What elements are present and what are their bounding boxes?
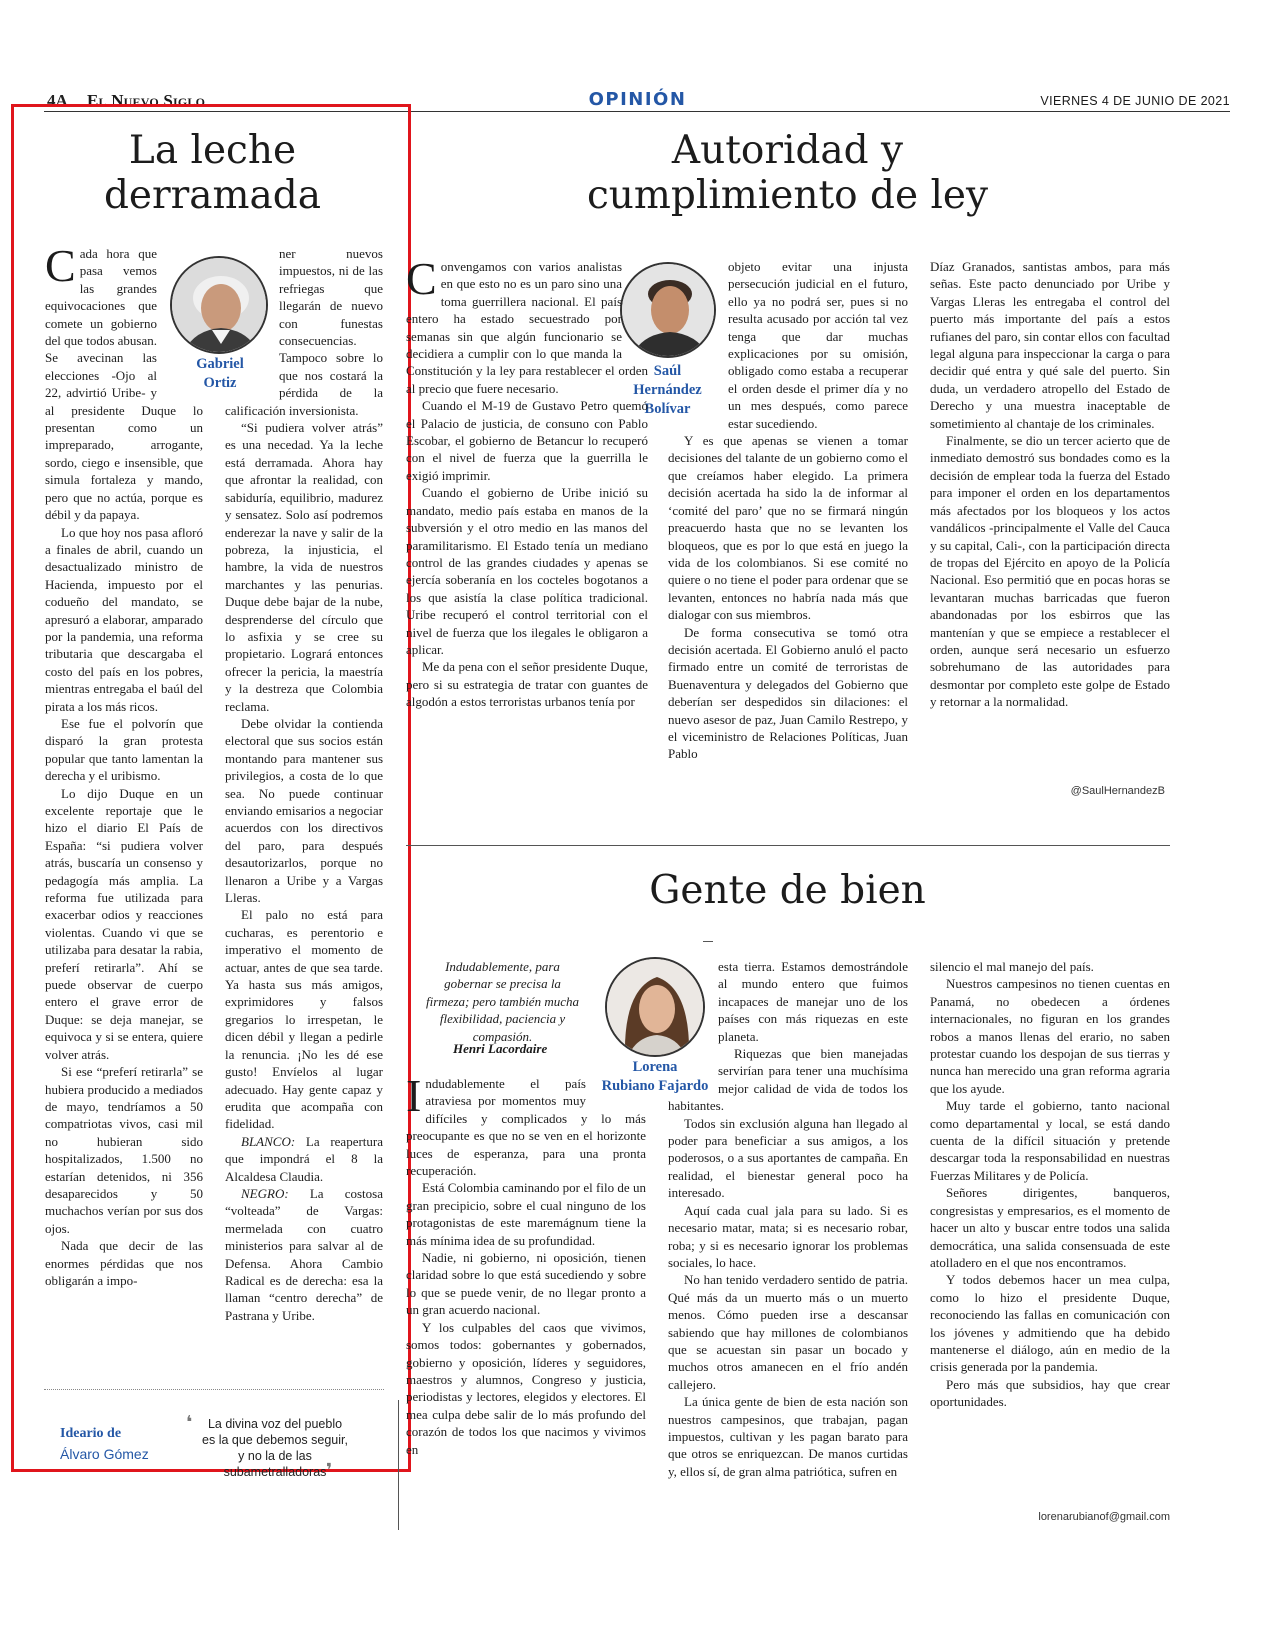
author-email: lorenarubianof@gmail.com	[1038, 1511, 1170, 1523]
author-first-name: Gabriel	[196, 356, 244, 372]
dropcap: I	[406, 1070, 422, 1121]
blanco-label: BLANCO:	[241, 1133, 296, 1149]
article1-paragraph: Lo dijo Duque en un excelente reportaje que le hizo el diario El País de España: “si pudiera volver atrás, buscaría un consenso y pedagogía más amplia. La reforma fue utilizada para exacerbar odios y reacciones violentas. Cuando vi que se utilizaba para desatar la rabia, preferí retirarla”. Ahí se puede observar de cuerpo entero el grave error de Duque: se deja manejar, se equivoca y si se entera, quiere volver atrás.	[45, 785, 203, 1062]
article3-paragraph: esta tierra. Estamos demostrándole al mundo entero que fuimos incapaces de manejar uno de los países con más riquezas en este planeta.	[718, 959, 908, 1044]
quote-line: La divina voz del pueblo	[207, 1417, 343, 1431]
photo-wrap-spacer	[622, 258, 648, 362]
article3-paragraph: Riquezas que bien manejadas servirían para tener una muchísima mejor calidad de vida de todos los habitantes.	[668, 1046, 908, 1114]
article2-column1	[406, 253, 648, 711]
article2-paragraph: Cuando el M-19 de Gustavo Petro quemó el Palacio de justicia, de consuno con Pablo Escobar, el gobierno de Betancur lo recuperó con el nivel de fuerza que la guerrilla le exigió imprimir.	[406, 398, 648, 483]
article3-column2	[668, 958, 908, 1480]
article2-paragraph: Me da pena con el señor presidente Duque, pero si su estrategia de tratar con guantes de algodón a estos terroristas urbanos tenía por	[406, 659, 648, 710]
article2-title-line1: Autoridad y	[671, 128, 904, 173]
article1-paragraph: ner nuevos impuestos, ni de las refriegas que llegarán de nuevo con funestas consecuencias. Tampoco sobre lo que nos costará la pérdida de la calificación inversionista.	[225, 246, 383, 418]
article3-paragraph: silencio el mal manejo del país.	[930, 959, 1094, 974]
article2-column2	[668, 258, 908, 763]
author-middle-name: Hernández	[633, 382, 702, 398]
article3-paragraph: La única gente de bien de esta nación son nuestros campesinos, que trabajan, pagan impuestos, cultivan y les pagan barato para que otros se enriquezcan. De manos curtidas y, ellos sí, de gran alma patriótica, sufren en	[668, 1394, 908, 1479]
paragraph-text: ada hora que pasa vemos las grandes equivocaciones que comete un gobierno del que todos abusan. Se avecinan las elecciones -Ojo al 22, advirtió Uribe- y al presidente Duque lo presentan como un impreparado, arrogante, sordo, ciego e insensible, que simula fortaleza y mando, pero que no actúa, porque es débil y da papaya.	[45, 246, 203, 523]
section-divider	[406, 845, 1170, 846]
article1-paragraph: El palo no está para cucharas, es perentorio e imperativo el momento de actuar, antes de que sea tarde. Ya hasta sus más amigos, exprimidores y falsos gregarios lo irrespetan, le dicen débil y llegan a pedirle la renuncia. ¡No les dé ese gusto! Envíelos al lugar adecuado. Hay gente capaz y erudita que acompaña con fidelidad.	[225, 907, 383, 1132]
ideario-author: Álvaro Gómez	[60, 1446, 149, 1462]
author-last-name: Ortiz	[203, 375, 237, 391]
article3-paragraph: Está Colombia caminando por el filo de un gran precipicio, sobre el cual ninguno de los protagonistas de este maremágnum tiene la más mínima idea de su profundidad.	[406, 1180, 646, 1248]
negro-label: NEGRO:	[241, 1185, 289, 1201]
author-first-name: Lorena	[632, 1059, 678, 1075]
page-number: 4A	[47, 91, 68, 110]
photo-wrap-spacer	[586, 1075, 646, 1109]
negro-text: La costosa “volteada” de Vargas: mermelada con cuatro ministerios para salvar al de Defensa. Ahora Cambio Radical es de derecha: esa la llaman “centro derecha” de Pastrana y Uribe.	[225, 1185, 383, 1323]
article3-paragraph: Nadie, ni gobierno, ni oposición, tienen claridad sobre lo que está sucediendo y sobre lo que se puede venir, de no llegar pronto a un gran acuerdo nacional.	[406, 1250, 646, 1318]
author-twitter-handle: @SaulHernandezB	[1070, 785, 1165, 797]
article2-paragraph: Díaz Granados, santistas ambos, para más señas. Este pacto denunciado por Uribe y Vargas Lleras les entregaba el control del puerto más importante del país a estos rufianes del paro, sin contar ellos con facultad legal alguna para inspeccionar la carga o para decidir qué entra y qué sale del puerto. Sin duda, un verdadero atropello del Estado de Derecho y una muestra inaceptable de sometimiento al chantaje de los criminales.	[930, 259, 1170, 431]
ideario-quote	[190, 1416, 360, 1480]
article3-paragraph: Nuestros campesinos no tienen cuentas en Panamá, no obedecen a órdenes internacionales, no figuran en los grandes robos a manos llenas del erario, no saben protestar cuando los despojan de sus tierras y nunca han merecido una gran reforma agraria que los ayude.	[930, 976, 1170, 1096]
article3-column3	[930, 958, 1170, 1411]
ideario-label: Ideario de	[60, 1426, 122, 1441]
title-dash	[703, 941, 713, 948]
section-title: OPINIÓN	[588, 89, 687, 110]
quote-line: y no la de las	[238, 1449, 312, 1463]
article3-paragraph: No han tenido verdadero sentido de patria. Qué más da un muerto más o un muerto menos. Cómo pueden irse a descansar sabiendo que hay millones de colombianos que se acuestan sin pasar un bocado y muchos otros amanecen en el frío andén callejero.	[668, 1272, 908, 1392]
article3-paragraph: Y los culpables del caos que vivimos, somos todos: gobernantes y gobernados, gobierno y oposición, líderes y seguidores, maestros y alumnos, Congreso y justicia, periodistas y lectores, elegidos y electores. El mea culpa debe salir de lo más profundo del corazón de todos los que nacimos y vivimos en	[406, 1319, 646, 1457]
article1-paragraph: Ese fue el polvorín que disparó la gran protesta popular que tanto lamentan la derecha y el uribismo.	[45, 715, 203, 784]
article1-paragraph: “Si pudiera volver atrás” es una necedad. Ya la leche está derramada. Ahora hay que afrontar la realidad, con sabiduría, equilibrio, madurez y sensatez. Solo así podremos enderezar la nave y salir de la pobreza, la injusticia, el hambre, la vida de nuestros marchantes y las penurias. Duque debe bajar de la nube, desprenderse del círculo que lo asfixia y se cree su propietario. Logrará entonces ofrecer la pericia, la maestría y la destreza que Colombia reclama.	[225, 420, 383, 714]
photo-wrap-spacer	[668, 258, 728, 432]
article2-paragraph: objeto evitar una injusta persecución judicial en el futuro, ello ya no podrá ser, pues si no resulta acusado por acción tal vez tenga que dar muchas explicaciones por su omisión, obligado como estaba a recuperar el orden desde el primer día y no un mes después, como parece estar sucediendo.	[728, 259, 908, 431]
article3-paragraph: Y todos debemos hacer un mea culpa, como lo hizo el presidente Duque, reconociendo las fallas en comunicación con los jóvenes y admitiendo que ha debido mantenerse el diálogo, aún en medio de la crisis generada por la pandemia.	[930, 1272, 1170, 1375]
article1-paragraph: Si ese “preferí retirarla” se hubiera producido a mediados de mayo, tendríamos a 50 compatriotas vivos, casi mil no hubieran sido hospitalizados, 1.500 no estarían detenidos, ni 356 desaparecidos y 50 muchachos verían por sus dos ojos.	[45, 1064, 203, 1236]
article3-title: Gente de bien	[649, 868, 926, 913]
article2-title-line2: cumplimiento de ley	[586, 173, 989, 219]
quote-line: subametralladoras	[223, 1465, 327, 1479]
article3-column1	[406, 1070, 646, 1458]
author-last-name: Bolívar	[644, 401, 691, 417]
article3-paragraph: Pero más que subsidios, hay que crear oportunidades.	[930, 1376, 1170, 1410]
close-quote-icon: ❜	[326, 1460, 333, 1481]
author-last-name: Rubiano Fajardo	[601, 1078, 709, 1094]
dropcap: C	[406, 253, 437, 304]
article2-column3	[930, 258, 1170, 711]
issue-date: VIERNES 4 DE JUNIO DE 2021	[1040, 94, 1230, 108]
column-divider	[398, 1400, 399, 1530]
epigraph: Indudablemente, para gobernar se precisa la firmeza; pero también mucha flexibilidad, paciencia y compasión.	[426, 959, 579, 1044]
article2-paragraph	[406, 253, 648, 397]
article1-title-line2: derramada	[103, 173, 322, 219]
paragraph-text: ndudablemente el país atraviesa por momentos muy difíciles y complicados y lo más preocupante es que no se ven en el horizonte luces de esperanza, para una pronta recuperación.	[406, 1076, 646, 1179]
article1-title-line1: La leche	[128, 128, 297, 173]
quote-line: es la que debemos seguir,	[202, 1433, 348, 1447]
article2-paragraph: Finalmente, se dio un tercer acierto que de inmediato demostró sus bondades como es la decisión de emplear toda la fuerza del Estado para imponer el orden en los departamentos más afectados por los bloqueos y los actos vandálicos -principalmente el Valle del Cauca y su capital, Cali-, con la participación directa de tropas del Ejército en apoyo de la Policía Nacional. Eso permitió que en pocas horas se levantaran muchas barricadas que fueron abandonadas por los esbirros que las mantenían y que se empiece a restablecer el orden, aunque será necesario un esfuerzo sobrehumano de las autoridades para desmontar por completo este golpe de Estado y retornar a la normalidad.	[930, 433, 1170, 710]
author-first-name: Saúl	[653, 363, 682, 379]
dropcap: C	[45, 240, 76, 291]
article1-paragraph: Nada que decir de las enormes pérdidas que nos obligarán a impo-	[45, 1238, 203, 1288]
article1-end-rule	[44, 1389, 384, 1390]
photo-wrap-spacer	[668, 958, 718, 1080]
article2-paragraph: Y es que apenas se vienen a tomar decisiones del talante de un gobierno como el que creíamos haber elegido. La primera decisión acertada ha sido la de informar al ‘comité del paro’ que no se firmará ningún preacuerdo hasta que no se levanten los bloqueos, que es por lo que está en juego la vida de los colombianos. Si ese comité no quiere o no tiene el poder para ordenar que se levanten, entonces no habría nada más que dialogar con sus miembros.	[668, 433, 908, 623]
article3-paragraph: Señores dirigentes, banqueros, congresistas y empresarios, es el momento de hacer un alto y buscar entre todos una salida democrática, una salida consensuada de este atolladero en el que nos encontramos.	[930, 1185, 1170, 1270]
article1-paragraph: Lo que hoy nos pasa afloró a finales de abril, cuando un desactualizado ministro de Hacienda, impuesto por el codueño del mandato, se apresuró a elaborar, amparado por la pandemia, una reforma tributaria que descargaba el costo del país en los pobres, mientras entregaba el baúl del pirata a los más ricos.	[45, 524, 203, 714]
paragraph-text: onvengamos con varios analistas en que esto no es un paro sino una toma guerrillera nacional. El país entero ha estado secuestrado por semanas sin que algún funcionario se decidiera a cumplir con lo que manda la Constitución y la ley para restablecer el orden al precio que fuere necesario.	[406, 259, 648, 396]
highlight-frame	[11, 104, 411, 1472]
article2-title	[440, 128, 1135, 218]
newspaper-brand: El Nuevo Siglo	[87, 91, 206, 110]
article2-paragraph: De forma consecutiva se tomó otra decisión acertada. El Gobierno anuló el pacto firmado entre un comité de terroristas de Buenaventura y delegados del Gobierno que deberían ser despedidos sin dilaciones: el nuevo asesor de paz, Juan Camilo Restrepo, y el viceministro de Relaciones Políticas, Juan Pablo	[668, 624, 908, 762]
epigraph-author: Henri Lacordaire	[453, 1041, 548, 1056]
article3-paragraph: Aquí cada cual jala para su lado. Si es necesario matar, mata; si es necesario robar, roba; y si es necesario ignorar los problemas sociales, lo hace.	[668, 1202, 908, 1270]
blanco-text: La reapertura que impondrá el 8 la Alcaldesa Claudia.	[225, 1133, 383, 1184]
article1-paragraph: Debe olvidar la contienda electoral que sus socios están montando para mantener sus privilegios, a costa de lo que sea. No puede continuar enviando emisarios a negociar acuerdos con los directivos del paro, para después desautorizarlos, porque no llenaron a Uribe y a Vargas Lleras.	[225, 715, 383, 906]
article3-paragraph: Todos sin exclusión alguna han llegado al poder para beneficiar a sus amigos, a los poderosos, o a sus aportantes de campaña. En realidad, el bienestar general poco ha interesado.	[668, 1115, 908, 1201]
article2-paragraph: Cuando el gobierno de Uribe inició su mandato, medio país estaba en manos de la subversión y el otro medio en las manos del paramilitarismo. El Estado tenía un mediano control de las grandes ciudades y apenas se ejercía soberanía en los cocteles bogotanos a los que asistía la clase política tradicional. Uribe recuperó el control territorial con el nivel de fuerza que los ilegales le obligaron a aplicar.	[406, 485, 648, 657]
article3-paragraph: Muy tarde el gobierno, tanto nacional como departamental y local, se está dando cuenta de la difícil situación y pretende descargar toda la responsabilidad en nuestras Fuerzas Militares y de Policía.	[930, 1098, 1170, 1183]
open-quote-icon: ❛	[186, 1412, 193, 1433]
